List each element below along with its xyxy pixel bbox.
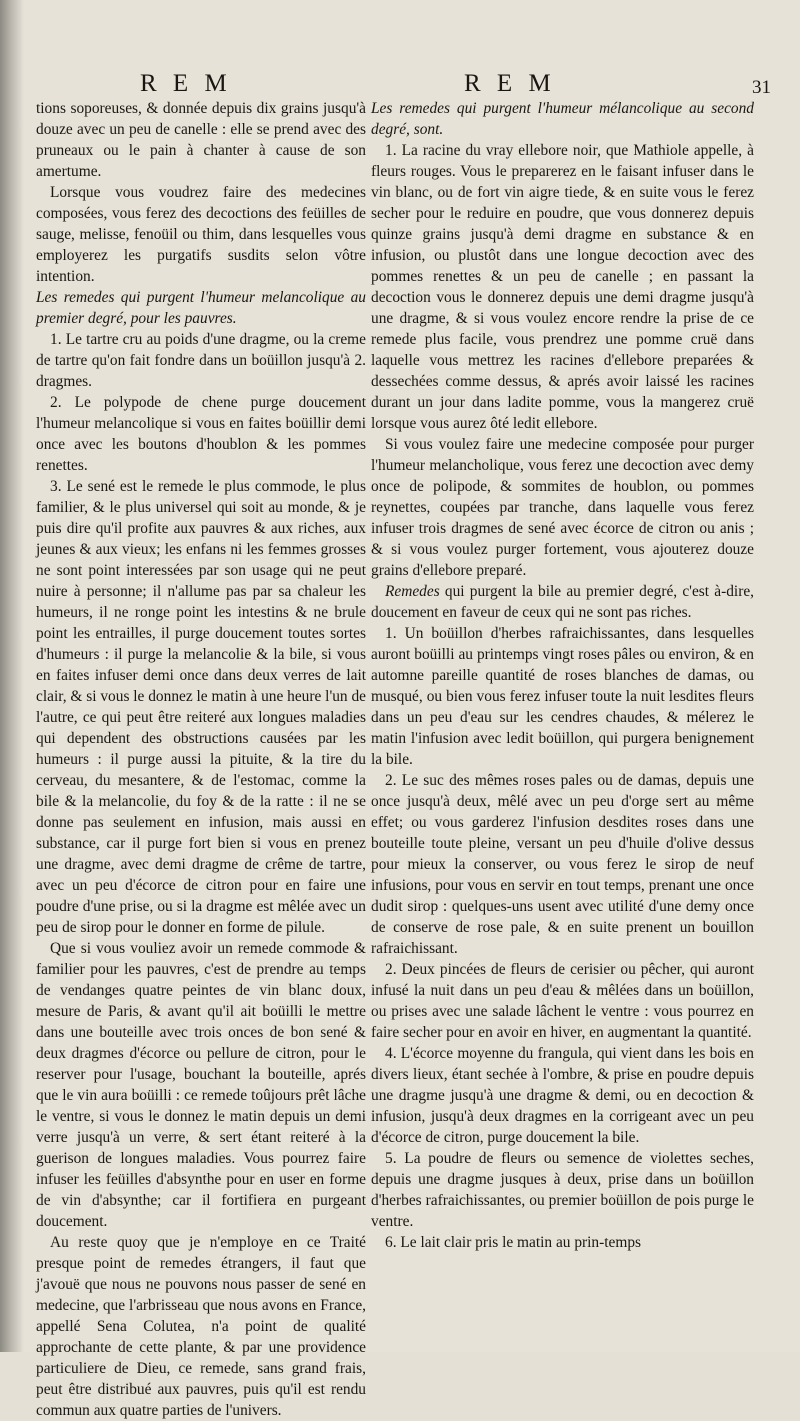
right-column bbox=[371, 98, 754, 1253]
paragraph: Lorsque vous voudrez faire des medecines composées, vous ferez des decoctions des feüilles de sauge, melisse, fenoüil ou thim, dans lesquelles vous employerez les purgatifs susdits selon vôtre intention. bbox=[36, 184, 366, 285]
paragraph: 2. Deux pincées de fleurs de cerisier ou pêcher, qui auront infusé la nuit dans un peu d'eau & mêlées dans un boüillon, ou prises avec une salade lâchent le ventre : vous pourrez en faire secher pour en avoir en hiver, en augmentant la quantité. bbox=[371, 961, 754, 1041]
paragraph: 5. La poudre de fleurs ou semence de violettes seches, depuis une dragme jusques à deux, prise dans un boüillon d'herbes rafraichissantes, ou premier boüillon de pois purge le ventre. bbox=[371, 1150, 754, 1230]
running-head-right: R E M bbox=[464, 70, 556, 97]
paragraph bbox=[371, 581, 754, 623]
paragraph-text: qui purgent la bile au premier degré, c'est à-dire, doucement en faveur de ceux qui ne sont pas riches. bbox=[371, 583, 754, 621]
running-head-left: R E M bbox=[140, 70, 232, 97]
paragraph: 1. Un boüillon d'herbes rafraichissantes, dans lesquelles auront boüilli au printemps vingt roses pâles ou environ, & en automne pareille quantité de roses blanches de damas, ou musqué, ou bien vous ferez infuser toute la nuit lesdites fleurs dans un peu d'eau sur les cendres chaudes, & mélerez le matin l'infusion avec ledit boüillon, qui purgera benignement la bile. bbox=[371, 625, 754, 768]
paragraph: 2. Le suc des mêmes roses pales ou de damas, depuis une once jusqu'à deux, mêlé avec un peu d'orge sert au même effet; ou vous garderez l'infusion desdites roses dans une bouteille toute pleine, versant un peu d'huile d'olive dessus pour mieux la conserver, ou vous ferez le sirop de neuf infusions, pour vous en servir en tout temps, prenant une once dudit sirop : quelques-uns usent avec utilité d'une demy once de conserve de rose pale, & en suite prenent un bouillon rafraichissant. bbox=[371, 772, 754, 957]
paragraph: Si vous voulez faire une medecine composée pour purger l'humeur melancholique, vous ferez une decoction avec demy once de polipode, & sommites de houblon, ou pommes reynettes, coupées par tranche, dans laquelle vous ferez infuser trois dragmes de sené avec écorce de citron ou anis ; & si vous voulez purger fortement, vous ajouterez douze grains d'ellebore preparé. bbox=[371, 436, 754, 579]
paragraph: 6. Le lait clair pris le matin au prin-temps bbox=[385, 1234, 642, 1251]
italic-word: Remedes bbox=[385, 583, 440, 600]
paragraph: 1. Le tartre cru au poids d'une dragme, ou la creme de tartre qu'on fait fondre dans un boüillon jusqu'à 2. dragmes. bbox=[36, 331, 366, 390]
paragraph: Au reste quoy que je n'employe en ce Traité presque point de remedes étrangers, il faut que j'avouë que nous ne pouvons nous passer de sené en medecine, que l'arbrisseau que nous avons en France, appellé Sena Colutea, n'a point de qualité approchante de cette plante, & par une providence particuliere de Dieu, ce remede, sans grand frais, peut être distribué aux pauvres, puis qu'il est rendu commun aux quatre parties de l'univers. bbox=[36, 1234, 366, 1419]
paragraph: 4. L'écorce moyenne du frangula, qui vient dans les bois en divers lieux, étant sechée à l'ombre, & prise en poudre depuis une dragme jusqu'à une dragme & demi, ou en decoction & infusion, jusqu'à deux dragmes en la corrigeant avec un peu d'écorce de citron, purge doucement la bile. bbox=[371, 1045, 754, 1146]
section-heading: Les remedes qui purgent l'humeur mélancolique au second degré, sont. bbox=[371, 100, 754, 138]
paragraph: tions soporeuses, & donnée depuis dix grains jusqu'à douze avec un peu de canelle : elle se prend avec des pruneaux ou le pain à chanter à cause de son amertume. bbox=[36, 100, 366, 180]
section-heading: Les remedes qui purgent l'humeur melancolique au premier degré, pour les pauvres. bbox=[36, 289, 366, 327]
left-column bbox=[36, 98, 366, 1421]
paragraph: 3. Le sené est le remede le plus commode, le plus familier, & le plus universel qui soit au monde, & je puis dire qu'il profite aux pauvres & aux riches, aux jeunes & aux vieux; les enfans ni les femmes grosses ne sont point interessées par son usage qui ne peut nuire à personne; il n'allume pas par sa chaleur les humeurs, il ne ronge point les intestins & ne brule point les entrailles, il purge doucement toutes sortes d'humeurs : il purge la melancolie & la bile, si vous en faites infuser demi once dans deux verres de lait clair, & si vous le donnez le matin à une heure l'un de l'autre, ce qui peut être reiteré aux longues maladies qui dependent des obstructions causées par les humeurs : il purge aussi la pituite, & la tire du cerveau, du mesantere, & de l'estomac, comme la bile & la melancolie, du foy & de la ratte : il ne se donne pas seulement en infusion, mais aussi en substance, car il purge fort bien si vous en prenez une dragme, avec demi dragme de crême de tartre, avec un peu d'écorce de citron pour en faire une poudre d'une prise, ou si la dragme est mêlée avec un peu de sirop pour le donner en forme de pilule. bbox=[36, 478, 366, 936]
page-number: 31 bbox=[752, 77, 771, 98]
paragraph: Que si vous vouliez avoir un remede commode & familier pour les pauvres, c'est de prendre au temps de vendanges quatre peintes de vin blanc doux, mesure de Paris, & avant qu'il ait boüilli le mettre dans une bouteille avec trois onces de bon sené & deux dragmes d'écorce ou pellure de citron, pour le reserver pour l'usage, bouchant la bouteille, aprés que le vin aura boüilli : ce remede toûjours prêt lâche le ventre, si vous le donnez le matin depuis un demi verre jusqu'à un verre, & sert étant reiteré à la guerison de longues maladies. Vous pourrez faire infuser les feüilles d'absynthe pour en user en forme de vin d'absynthe; car il fortifiera en purgeant doucement. bbox=[36, 940, 366, 1230]
paragraph: 1. La racine du vray ellebore noir, que Mathiole appelle, à fleurs rouges. Vous le preparerez en le faisant infuser dans le vin blanc, ou de fort vin aigre tiede, & en suite vous le ferez secher pour le reduire en poudre, que vous donnerez depuis quinze grains jusqu'à demi dragme en substance & en infusion, ou plustôt dans une longue decoction avec des pommes renettes & un peu de canelle ; en passant la decoction vous le donnerez depuis une demi dragme jusqu'à une dragme, & si vous voulez encore rendre la prise de ce remede plus facile, vous prendrez une pomme cruë dans laquelle vous mettrez les racines d'ellebore preparées & dessechées comme dessus, & aprés avoir laissé les racines durant un jour dans ladite pomme, vous la mangerez cruë lorsque vous aurez ôté ledit ellebore. bbox=[371, 142, 754, 432]
paragraph: 2. Le polypode de chene purge doucement l'humeur melancolique si vous en faites boüillir demi once avec les boutons d'houblon & les pommes renettes. bbox=[36, 394, 366, 474]
page-gutter-shadow bbox=[0, 0, 24, 1352]
